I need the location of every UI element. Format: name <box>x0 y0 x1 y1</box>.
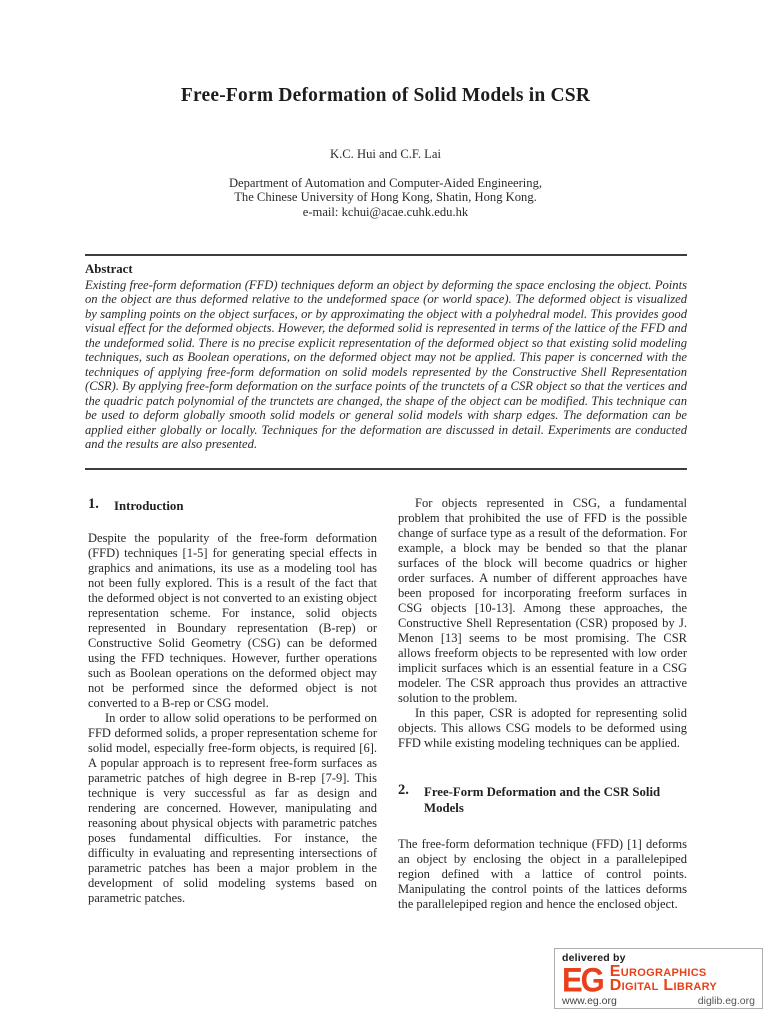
digital-library-label: Digital Library <box>609 977 718 994</box>
right-column <box>398 496 687 912</box>
eurographics-library-stamp[interactable] <box>554 948 763 1009</box>
abstract-bottom-rule <box>85 468 687 470</box>
author-email: e-mail: kchui@acae.cuhk.edu.hk <box>302 204 469 219</box>
section-1-heading <box>88 496 377 514</box>
abstract-heading: Abstract <box>85 262 133 276</box>
diglib-link[interactable]: diglib.eg.org <box>697 995 755 1007</box>
eurographics-logo <box>562 960 755 1000</box>
eg-logo-icon: EG <box>562 960 603 1000</box>
paragraph: Despite the popularity of the free-form deformation (FFD) techniques [1-5] for generating special effects in graphics and animations, its use as a modeling tool has not been fully explored. This is a result of the fact that the deformed object is not converted to an existing object representation scheme. For instance, solid objects represented in Boundary representation (B-rep) or Constructive Solid Geometry (CSG) can be deformed using the FFD techniques. However, further operations such as Boolean operations on the deformed object may not be performed since the deformed object is not converted to a B-rep or CSG model. <box>88 531 377 710</box>
section-1-number: 1. <box>88 496 99 512</box>
section-2-title: Free-Form Deformation and the CSR Solid Models <box>424 785 661 815</box>
paper-title: Free-Form Deformation of Solid Models in CSR <box>180 85 591 106</box>
eurographics-label: Eurographics <box>609 963 707 980</box>
eg-org-link[interactable]: www.eg.org <box>562 995 617 1007</box>
abstract-section <box>85 262 687 451</box>
section-2-heading <box>398 782 687 816</box>
paragraph: In this paper, CSR is adopted for representing solid objects. This allows CSG models to be deformed using FFD while existing modeling techniques can be applied. <box>398 706 687 750</box>
paragraph: In order to allow solid operations to be performed on FFD deformed solids, a proper representation scheme for solid model, especially free-form objects, is required [6]. A popular approach is to represent free-form surfaces as parametric patches of high degree in B-rep [7-9]. This technique is very successful as far as design and rendering are concerned. However, manipulating and reasoning about physical objects with parametric patches poses fundamental difficulties. For instance, the difficulty in evaluating and representing intersections of parametric patches has been a major problem in the development of solid modeling systems based on parametric patches. <box>88 711 377 905</box>
left-column <box>88 496 377 906</box>
eurographics-wordmark <box>610 964 717 993</box>
section-1-title: Introduction <box>114 499 184 513</box>
delivered-by-label: delivered by <box>562 952 626 964</box>
authors: K.C. Hui and C.F. Lai <box>330 147 441 161</box>
affiliation-line-2: The Chinese University of Hong Kong, Shatin, Hong Kong. <box>234 190 537 205</box>
paragraph: The free-form deformation technique (FFD) [1] deforms an object by enclosing the object in a parallelepiped region defined with a lattice of control points. Manipulating the control points of the lattices deforms the parallelepiped region and hence the enclosed object. <box>398 837 687 911</box>
affiliation <box>85 176 686 219</box>
section-2-number: 2. <box>398 782 409 798</box>
abstract-top-rule <box>85 254 687 256</box>
affiliation-line-1: Department of Automation and Computer-Aided Engineering, <box>228 176 543 190</box>
abstract-text: Existing free-form deformation (FFD) techniques deform an object by deforming the space enclosing the object. Points on the object are thus deformed relative to the undeformed space (or world space). The deformed object is visualized by sampling points on the object surfaces, or by approximating the object with a polyhedral model. This provides good visual effect for the deformed objects. However, the deformed solid is represented in terms of the lattice of the FFD and the undeformed solid. There is no precise explicit representation of the deformed object so that existing solid modeling techniques, such as Boolean operations, on the deformed object may not be applied. This paper is concerned with the techniques of applying free-form deformation on solid models represented by the Constructive Shell Representation (CSR). By applying free-form deformation on the surface points of the trunctets of a CSR object so that the vertices and the quadric patch polynomial of the trunctets are changed, the shape of the object can be modified. This technique can be used to deform globally smooth solid models or general solid models with sharp edges. The deformation can be applied either globally or locally. Techniques for the deformation are discussed in detail. Experiments are conducted and the results are also presented. <box>85 278 687 451</box>
paragraph: For objects represented in CSG, a fundamental problem that prohibited the use of FFD is the possible change of surface type as a result of the deformation. For example, a block may be bended so that the planar surfaces of the block will become quadrics or higher order surfaces. A number of different approaches have been proposed for incorporating freeform surfaces in CSG objects [10-13]. Among these approaches, the Constructive Shell Representation (CSR) proposed by J. Menon [13] seems to be most promising. The CSR allows freeform objects to be represented with low order implicit surfaces which is an essential feature in a CSG modeler. The CSR approach thus provides an attractive solution to the problem. <box>398 496 687 705</box>
